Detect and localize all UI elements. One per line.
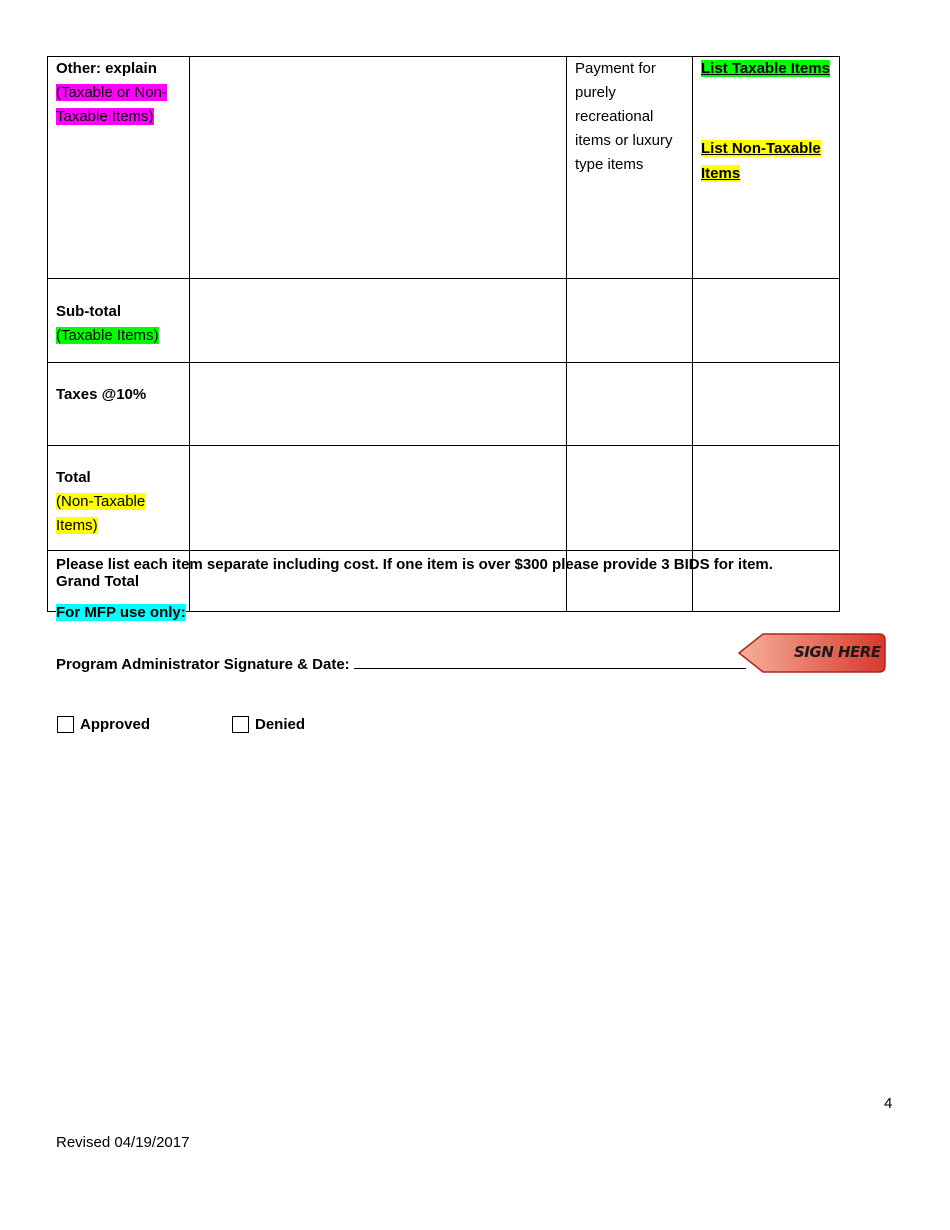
revised-date: Revised 04/19/2017 (56, 1134, 190, 1151)
taxes-label: Taxes @10% (56, 386, 147, 403)
other-label: Other: explain (56, 60, 157, 77)
other-label-cell (48, 57, 190, 279)
table-row-total (48, 446, 840, 551)
taxes-label-cell (48, 363, 190, 446)
taxes-cell-2[interactable] (190, 363, 567, 446)
total-cell-2[interactable] (190, 446, 567, 551)
instructions-text: Please list each item separate including cost. If one item is over $300 please provide 3 BIDS for item. (56, 556, 773, 573)
expense-table (47, 56, 840, 612)
subtotal-cell-3[interactable] (567, 279, 693, 363)
grand-total-label: Grand Total (56, 573, 140, 590)
mfp-heading (56, 604, 186, 621)
list-taxable-items: List Taxable Items (701, 60, 830, 77)
signature-label: Program Administrator Signature & Date: (56, 656, 350, 673)
taxes-cell-3[interactable] (567, 363, 693, 446)
approved-option[interactable] (57, 716, 150, 733)
other-links-cell (693, 57, 840, 279)
table-row-taxes (48, 363, 840, 446)
signature-field[interactable] (354, 652, 746, 669)
subtotal-cell-4[interactable] (693, 279, 840, 363)
total-cell-4[interactable] (693, 446, 840, 551)
other-description: Payment for purely recreational items or luxury type items (575, 60, 673, 173)
mfp-heading-text: For MFP use only: (56, 604, 186, 621)
signature-line (56, 652, 746, 673)
sign-here-label: SIGN HERE (794, 643, 881, 661)
total-label-cell (48, 446, 190, 551)
taxes-cell-4[interactable] (693, 363, 840, 446)
subtotal-label-cell (48, 279, 190, 363)
table-row-subtotal (48, 279, 840, 363)
subtotal-sublabel: (Taxable Items) (56, 327, 159, 344)
total-sublabel: (Non-Taxable Items) (56, 493, 146, 534)
list-non-taxable-items: List Non-Taxable Items (701, 140, 821, 182)
denied-option[interactable] (232, 716, 305, 733)
table-row-other (48, 57, 840, 279)
denied-checkbox[interactable] (232, 716, 249, 733)
subtotal-label: Sub-total (56, 303, 121, 320)
other-items-cell[interactable] (190, 57, 567, 279)
page-number: 4 (884, 1095, 893, 1112)
approved-label: Approved (80, 716, 151, 733)
approved-checkbox[interactable] (57, 716, 74, 733)
subtotal-cell-2[interactable] (190, 279, 567, 363)
denied-label: Denied (255, 716, 306, 733)
other-description-cell (567, 57, 693, 279)
other-sublabel: (Taxable or Non-Taxable Items) (56, 84, 167, 125)
total-cell-3[interactable] (567, 446, 693, 551)
total-label: Total (56, 469, 91, 486)
